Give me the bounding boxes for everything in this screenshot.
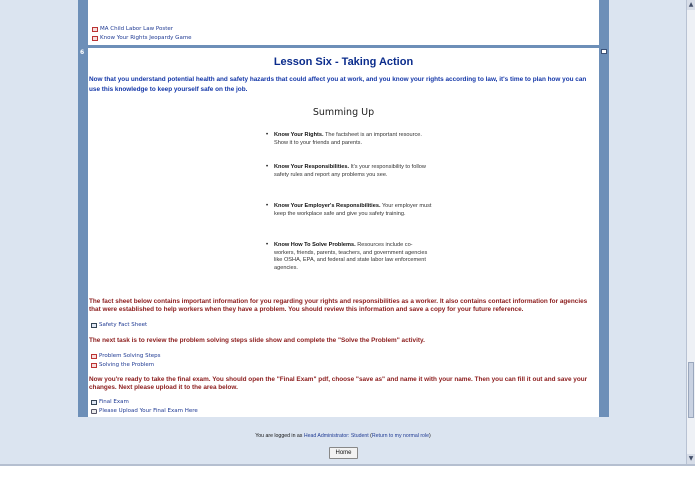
activity-link-label: MA Child Labor Law Poster bbox=[100, 26, 174, 32]
section-number: 6 bbox=[80, 49, 85, 56]
activity-link-label: Please Upload Your Final Exam Here bbox=[99, 408, 198, 414]
activity-link-jeopardy-game[interactable] bbox=[92, 35, 192, 41]
scroll-up-icon[interactable]: ▲ bbox=[688, 1, 694, 8]
activity-link-child-labor-poster[interactable] bbox=[92, 26, 173, 32]
login-info: You are logged in as Head Administrator: Student (Return to my normal role) bbox=[255, 433, 431, 439]
upload-icon bbox=[91, 409, 97, 414]
vertical-scrollbar[interactable] bbox=[686, 0, 695, 464]
final-exam-note: Now you're ready to take the final exam. You should open the "Final Exam" pdf, choose "save as" and name it with your name. Then you can fill it out and save your changes. Next please upload it to the area below. bbox=[89, 376, 588, 391]
section-toggle-icon[interactable] bbox=[601, 49, 607, 54]
summary-title: Summing Up bbox=[312, 107, 375, 118]
activity-link-label: Solving the Problem bbox=[99, 362, 155, 368]
activity-link-label: Know Your Rights Jeopardy Game bbox=[100, 35, 192, 41]
pdf-file-icon bbox=[91, 363, 97, 368]
pdf-file-icon bbox=[92, 27, 98, 32]
summary-item-text: Resources include co-workers, friends, parents, teachers, and government agencies like OSHA, EPA, and federal and state labor law enforcement agencies. bbox=[274, 242, 428, 271]
bullet-icon: • bbox=[266, 164, 269, 170]
lesson-intro: Now that you understand potential health and safety hazards that could affect you at work, and you know your rights according to law, it's time to plan how you can use this knowledge to keep yourself safe on the job. bbox=[89, 76, 587, 93]
activity-link-final-exam[interactable] bbox=[91, 399, 129, 405]
return-role-link[interactable]: Return to my normal role bbox=[371, 433, 429, 439]
pdf-file-icon bbox=[92, 36, 98, 41]
summary-item-head: Know How To Solve Problems. bbox=[274, 242, 356, 248]
summary-item-text: It's your responsibility to follow safety rules and report any problems you see. bbox=[274, 164, 426, 178]
document-file-icon bbox=[91, 400, 97, 405]
section-lesson-six bbox=[88, 48, 599, 417]
activity-link-solving-the-problem[interactable] bbox=[91, 362, 154, 368]
activity-link-upload-final-exam[interactable] bbox=[91, 408, 198, 414]
lesson-title: Lesson Six - Taking Action bbox=[273, 56, 414, 68]
home-button[interactable]: Home bbox=[329, 447, 358, 459]
summary-item-head: Know Your Rights. bbox=[274, 132, 324, 138]
activity-link-problem-solving-steps[interactable] bbox=[91, 353, 161, 359]
activity-link-label: Final Exam bbox=[99, 399, 129, 405]
summary-item bbox=[266, 242, 429, 272]
bullet-icon: • bbox=[266, 203, 269, 209]
pdf-file-icon bbox=[91, 354, 97, 359]
document-file-icon bbox=[91, 323, 97, 328]
summary-item-text: The factsheet is an important resource. Show it to your friends and parents. bbox=[274, 132, 422, 146]
summary-item bbox=[266, 164, 434, 179]
section-right-border bbox=[599, 0, 609, 417]
summary-item-head: Know Your Employer's Responsibilities. bbox=[274, 203, 381, 209]
scroll-down-icon[interactable]: ▼ bbox=[688, 455, 694, 462]
scrollbar-thumb[interactable] bbox=[688, 362, 694, 418]
summary-item bbox=[266, 203, 434, 218]
course-content bbox=[78, 0, 609, 417]
activity-link-safety-fact-sheet[interactable] bbox=[91, 322, 147, 328]
bullet-icon: • bbox=[266, 132, 269, 138]
previous-section bbox=[88, 0, 599, 45]
logged-in-prefix: You are logged in as bbox=[255, 433, 303, 439]
summary-item-head: Know Your Responsibilities. bbox=[274, 164, 350, 170]
factsheet-note: The fact sheet below contains important information for you regarding your rights and responsibilities as a worker. It also contains contact information for agencies that were established to help workers when they have a problem. You should review this information and save a copy for your future reference. bbox=[89, 298, 588, 313]
activity-link-label: Safety Fact Sheet bbox=[99, 322, 148, 328]
bullet-icon: • bbox=[266, 242, 269, 248]
next-task-note: The next task is to review the problem solving steps slide show and complete the "Solve the Problem" activity. bbox=[89, 337, 425, 344]
summary-item bbox=[266, 132, 434, 147]
activity-link-label: Problem Solving Steps bbox=[99, 353, 161, 359]
user-profile-link[interactable]: Head Administrator: Student bbox=[303, 433, 369, 439]
window-bottom-border bbox=[0, 464, 695, 466]
summary-item-text: Your employer must keep the workplace safe and give you safety training. bbox=[274, 203, 432, 217]
section-left-border bbox=[78, 0, 88, 417]
